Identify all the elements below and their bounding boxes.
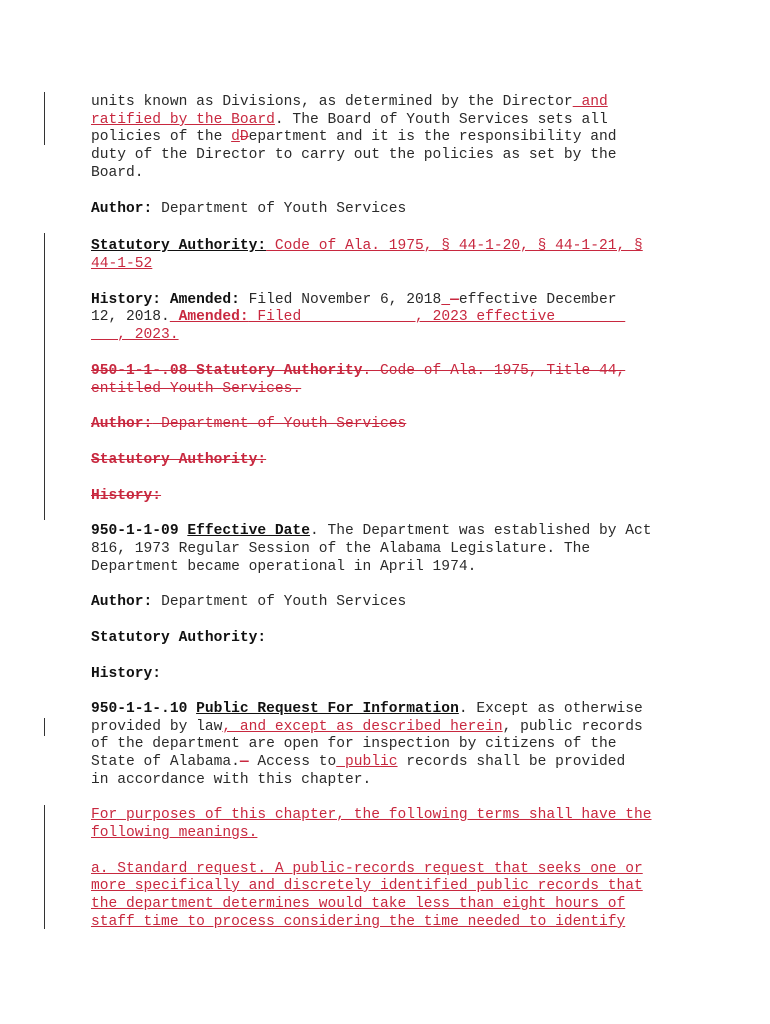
statutory-authority-line: 44-1-52 (91, 256, 153, 272)
body-line: policies of the dDepartment and it is the responsibility and (91, 129, 617, 145)
author-line: Author: Department of Youth Services (91, 594, 407, 610)
history-line: 12, 2018. Amended: Filed , 2023 effective (91, 309, 626, 325)
deleted-statutory-line: Statutory Authority: (91, 452, 267, 468)
change-bar (44, 805, 45, 929)
body-line: provided by law, and except as described herein, public records (91, 719, 643, 735)
inserted-line: staff time to process considering the time needed to identify (91, 914, 626, 930)
deleted-heading: 950-1-1-.08 Statutory Authority. Code of Ala. 1975, Title 44, (91, 363, 626, 379)
inserted-line: a. Standard request. A public-records request that seeks one or (91, 861, 643, 877)
statutory-authority-line: Statutory Authority: (91, 630, 267, 646)
inserted-line: more specifically and discretely identified public records that (91, 878, 643, 894)
inserted-line: For purposes of this chapter, the following terms shall have the (91, 807, 652, 823)
history-line: , 2023. (91, 327, 179, 343)
body-line: Department became operational in April 1974. (91, 559, 477, 575)
deleted-text: entitled Youth Services. (91, 381, 302, 397)
body-line: in accordance with this chapter. (91, 772, 372, 788)
inserted-line: following meanings. (91, 825, 258, 841)
body-line: of the department are open for inspection by citizens of the (91, 736, 617, 752)
statutory-authority-line: Statutory Authority: Code of Ala. 1975, § 44-1-20, § 44-1-21, § (91, 238, 643, 254)
body-line: State of Alabama.— Access to public records shall be provided (91, 754, 626, 770)
section-heading: 950-1-1-09 Effective Date. The Department was established by Act (91, 523, 652, 539)
deleted-history-line: History: (91, 488, 162, 504)
change-bar (44, 233, 45, 520)
body-line: duty of the Director to carry out the policies as set by the (91, 147, 617, 163)
body-line: Board. (91, 165, 144, 181)
inserted-line: the department determines would take less than eight hours of (91, 896, 626, 912)
body-line: units known as Divisions, as determined by the Director and (91, 94, 608, 110)
history-line: History: (91, 666, 162, 682)
deleted-author-line: Author: Department of Youth Services (91, 416, 407, 432)
body-line: 816, 1973 Regular Session of the Alabama Legislature. The (91, 541, 591, 557)
section-heading: 950-1-1-.10 Public Request For Information. Except as otherwise (91, 701, 643, 717)
author-line: Author: Department of Youth Services (91, 201, 407, 217)
history-line: History: Amended: Filed November 6, 2018 —effective December (91, 292, 617, 308)
body-line: ratified by the Board. The Board of Youth Services sets all (91, 112, 608, 128)
change-bar (44, 92, 45, 145)
change-bar (44, 718, 45, 736)
